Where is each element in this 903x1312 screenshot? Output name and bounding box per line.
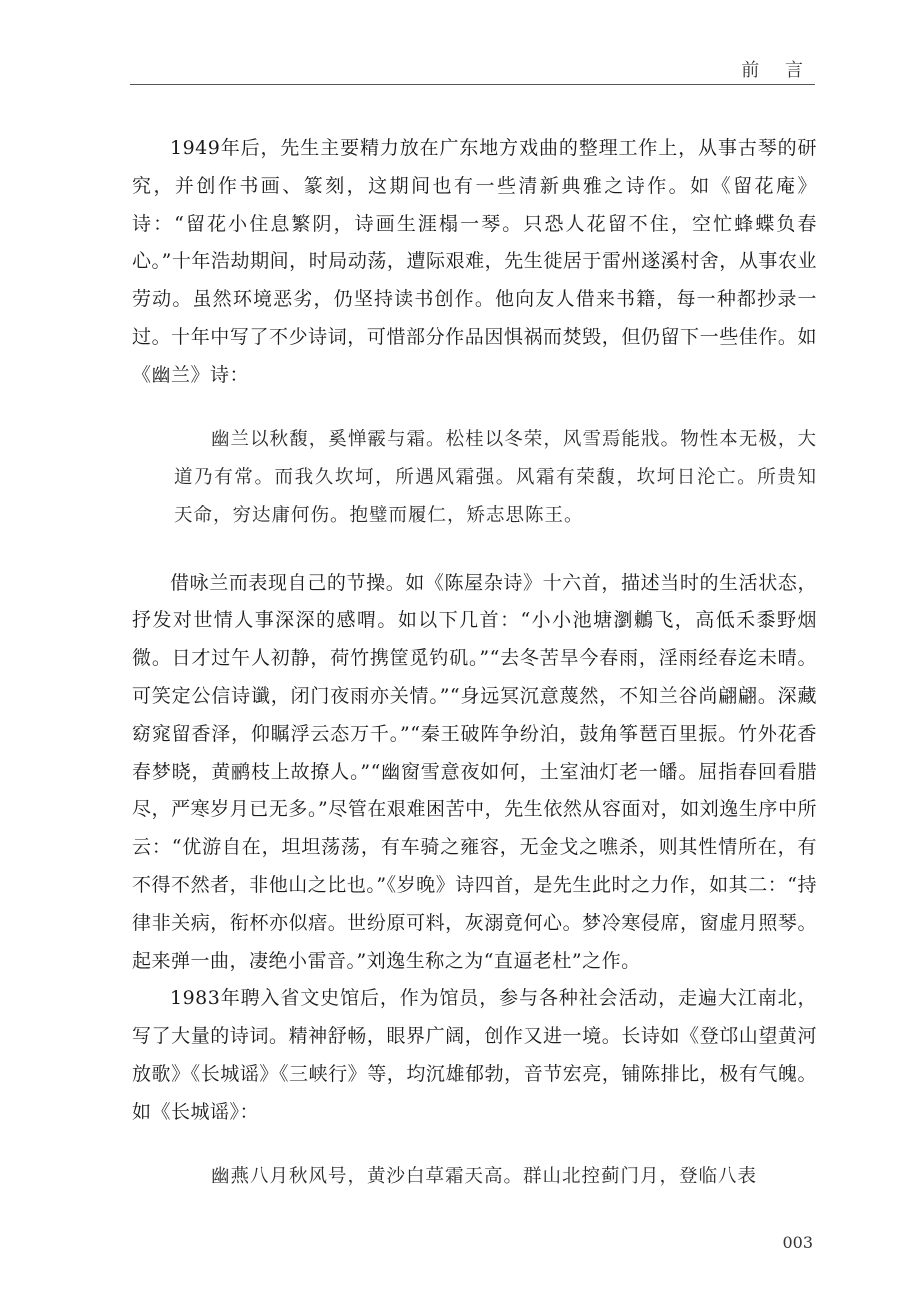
poem-changchengyao: 幽燕八月秋风号，黄沙白草霜天高。群山北控蓟门月，登临八表 — [211, 1165, 758, 1187]
page-number: 003 — [782, 1233, 813, 1252]
paragraph-2: 借咏兰而表现自己的节操。如《陈屋杂诗》十六首，描述当时的生活状态，抒发对世情人事深深的感喟。如以下几首：“小小池塘瀏鶒飞，高低禾黍野烟微。日才过午人初静，荷竹携筐觅钓矶。”“去冬苦旱今春雨，淫雨经春迄未晴。可笑定公信诗谶，闭门夜雨亦关情。”“身远冥沉意蔑然，不知兰谷尚翩翩。深藏窈窕留香泽，仰瞩浮云态万千。”“秦王破阵争纷泊，鼓角筝琶百里振。竹外花香春梦晓，黄鹂枝上故撩人。”“幽窗雪意夜如何，土室油灯老一皤。屈指春回看腊尽，严寒岁月已无多。”尽管在艰难困苦中，先生依然从容面对，如刘逸生序中所云：“优游自在，坦坦荡荡，有车骑之雍容，无金戈之噍杀，则其性情所在，有不得不然者，非他山之比也。”《岁晚》诗四首，是先生此时之力作，如其二：“持律非关病，衔杯亦似瘖。世纷原可料，灰溺竟何心。梦冷寒侵席，窗虚月照琴。起来弹一曲，凄绝小雷音。”刘逸生称之为“直逼老杜”之作。 — [132, 571, 817, 972]
paragraph-1: 1949年后，先生主要精力放在广东地方戏曲的整理工作上，从事古琴的研究，并创作书画、篆刻，这期间也有一些清新典雅之诗作。如《留花庵》诗：“留花小住息繁阴，诗画生涯榻一琴。只恐人花留不住，空忙蜂蝶负春心。”十年浩劫期间，时局动荡，遭际艰难，先生徙居于雷州遂溪村舍，从事农业劳动。虽然环境恶劣，仍坚持读书创作。他向友人借来书籍，每一种都抄录一过。十年中写了不少诗词，可惜部分作品因惧祸而焚毁，但仍留下一些佳作。如《幽兰》诗： — [132, 137, 817, 386]
paragraph-3: 1983年聘入省文史馆后，作为馆员，参与各种社会活动，走遍大江南北，写了大量的诗词。精神舒畅，眼界广阔，创作又进一境。长诗如《登邙山望黄河放歌》《长城谣》《三峡行》等，均沉雄郁勃，音节宏亮，铺陈排比，极有气魄。如《长城谣》： — [132, 987, 817, 1123]
running-header-title: 前 言 — [741, 60, 813, 81]
header-divider — [130, 84, 815, 85]
poem-youlan: 幽兰以秋馥，奚惮霰与霜。松桂以冬荣，风雪焉能戕。物性本无极，大道乃有常。而我久坎坷，所遇风霜强。风霜有荣馥，坎坷日沦亡。所贵知天命，穷达庸何伤。抱璧而履仁，矫志思陈王。 — [174, 428, 817, 526]
page-body — [132, 130, 817, 1196]
